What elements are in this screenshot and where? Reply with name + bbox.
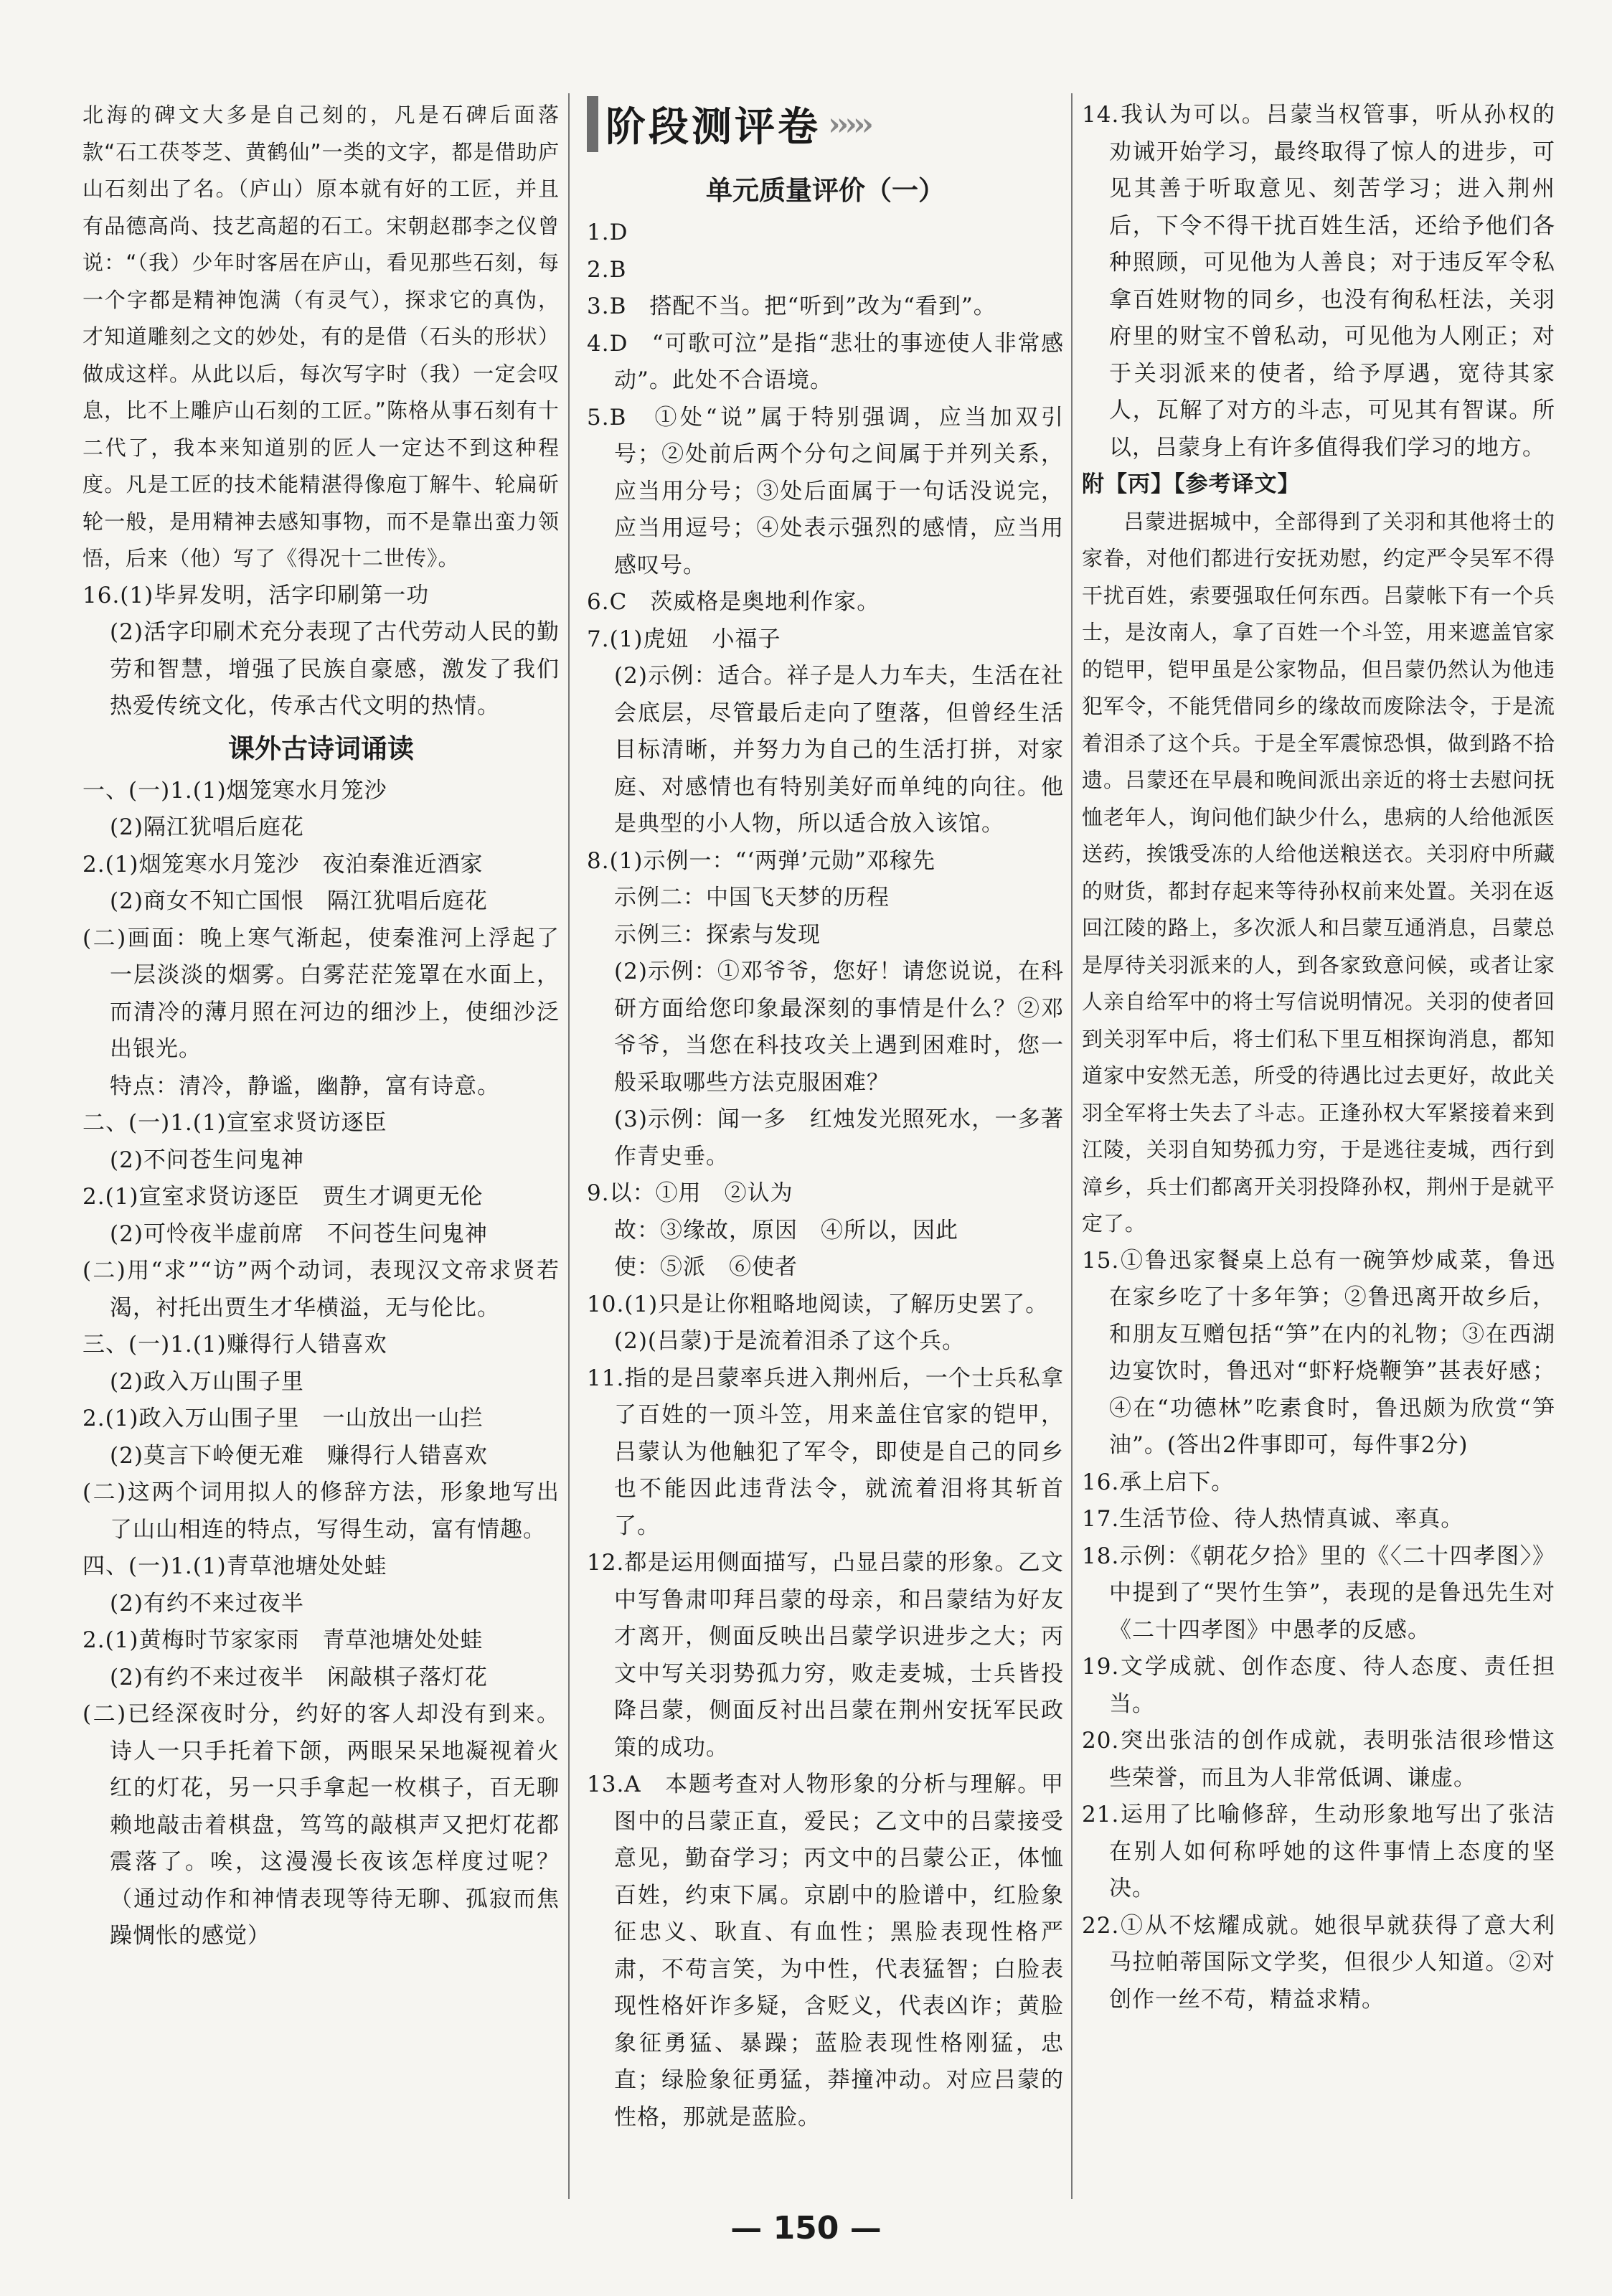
answer-line: 16.承上启下。 <box>1082 1469 1235 1495</box>
translation-continued: 北海的碑文大多是自己刻的，凡是石碑后面落款“石工茯苓芝、黄鹤仙”一类的文字，都是借助庐山石刻出了名。（庐山）原本就有好的工匠，并且有品德高尚、技艺高超的石工。宋朝赵郡李之仪曾说：“（我）少年时客居在庐山，看见那些石刻，每一个字都是精神饱满（有灵气），探求它的真伪，才知道雕刻之文的妙处，有的是借（石头的形状）做成这样。从此以后，每次写字时（我）一定会叹息，比不上雕庐山石刻的工匠。”陈格从事石刻有十二代了，我本来知道别的匠人一定达不到这种程度。凡是工匠的技术能精湛得像庖丁解牛、轮扁斫轮一般，是用精神去感知事物，而不是靠出蛮力领悟，后来（他）写了《得况十二世传》。 <box>83 103 560 570</box>
answer-line: 2.(1)政入万山围子里 一山放出一山拦 <box>83 1406 484 1431</box>
answer-line: (二)这两个词用拟人的修辞方法，形象地写出了山山相连的特点，写得生动，富有情趣。 <box>83 1479 560 1543</box>
answer-line: 12.都是运用侧面描写，凸显吕蒙的形象。乙文中写鲁肃叩拜吕蒙的母亲，和吕蒙结为好友才离开，侧面反映出吕蒙学识进步之大；丙文中写关羽势孤力穷，败走麦城，士兵皆投降吕蒙，侧面反衬出吕蒙在荆州安抚军民政策的成功。 <box>587 1550 1064 1761</box>
later-answers <box>1082 1243 1555 2019</box>
column-right <box>1082 97 1555 2018</box>
column-left <box>83 97 560 1955</box>
answer-line: 20.突出张洁的创作成就，表明张洁很珍惜这些荣誉，而且为人非常低调、谦虚。 <box>1082 1728 1555 1791</box>
section-heading-poetry: 课外古诗词诵读 <box>228 733 414 764</box>
answer-16-2: (2)活字印刷术充分表现了古代劳动人民的勤劳和智慧，增强了民族自豪感，激发了我们热爱传统文化，传承古代文明的热情。 <box>110 619 560 719</box>
answer-line: 10.(1)只是让你粗略地阅读，了解历史罢了。 <box>587 1291 1049 1317</box>
answer-line: 2.B <box>587 256 627 283</box>
answer-line: (二)画面：晚上寒气渐起，使秦淮河上浮起了一层淡淡的烟雾。白雾茫茫笼罩在水面上，而清冷的薄月照在河边的细沙上，使细沙泛出银光。 <box>83 925 560 1062</box>
answer-line: (二)已经深夜时分，约好的客人却没有到来。诗人一只手托着下颌，两眼呆呆地凝视着火红的灯花，另一只手拿起一枚棋子，百无聊赖地敲击着棋盘，笃笃的敲棋声又把灯花都震落了。唉，这漫漫长夜该怎样度过呢？（通过动作和神情表现等待无聊、孤寂而焦躁惆怅的感觉） <box>83 1701 560 1949</box>
answer-line: 5.B ①处“说”属于特别强调，应当加双引号；②处前后两个分句之间属于并列关系，应当用分号；③处后面属于一句话没说完，应当用逗号；④处表示强烈的感情，应当用感叹号。 <box>587 404 1064 578</box>
answer-line: 4.D “可歌可泣”是指“悲壮的事迹使人非常感动”。此处不合语境。 <box>587 330 1064 393</box>
poetry-answers <box>83 773 560 1955</box>
answer-line: (2)隔江犹唱后庭花 <box>110 814 304 840</box>
answer-line: (2)政入万山围子里 <box>110 1368 304 1395</box>
answer-16-1: 16.(1)毕昇发明，活字印刷第一功 <box>83 582 430 608</box>
column-divider-1 <box>568 93 570 2199</box>
answer-line: (2)有约不来过夜半 闲敲棋子落灯花 <box>110 1664 488 1690</box>
section-banner <box>587 91 1064 157</box>
answer-line: 故：③缘故，原因 ④所以，因此 <box>614 1217 958 1243</box>
answer-line: 一、(一)1.(1)烟笼寒水月笼沙 <box>83 777 387 804</box>
answer-line: 特点：清冷，静谧，幽静，富有诗意。 <box>110 1073 500 1099</box>
answer-line: (2)示例：①邓爷爷，您好！请您说说，在科研方面给您印象最深刻的事情是什么？②邓爷爷，当您在科技攻关上遇到困难时，您一般采取哪些方法克服困难？ <box>614 959 1064 1096</box>
answer-line: 三、(一)1.(1)赚得行人错喜欢 <box>83 1332 387 1358</box>
answer-line: (2)有约不来过夜半 <box>110 1590 304 1617</box>
unit-answers <box>587 215 1064 2136</box>
banner-bar <box>587 96 598 152</box>
answer-line: 7.(1)虎妞 小福子 <box>587 626 781 652</box>
page-number: — 150 — <box>730 2210 882 2246</box>
answer-line: (2)可怜夜半虚前席 不问苍生问鬼神 <box>110 1220 488 1247</box>
answer-line: 示例二：中国飞天梦的历程 <box>614 885 890 911</box>
answer-line: 2.(1)烟笼寒水月笼沙 夜泊秦淮近酒家 <box>83 851 484 878</box>
answer-line: 2.(1)宣室求贤访逐臣 贾生才调更无伦 <box>83 1184 484 1210</box>
answer-line: 二、(一)1.(1)宣室求贤访逐臣 <box>83 1110 387 1136</box>
answer-line: 19.文学成就、创作态度、待人态度、责任担当。 <box>1082 1654 1555 1717</box>
attached-translation-label: 附【丙】【参考译文】 <box>1082 471 1301 497</box>
answer-line: 四、(一)1.(1)青草池塘处处蛙 <box>83 1553 387 1579</box>
answer-line: 3.B 搭配不当。把“听到”改为“看到”。 <box>587 293 996 319</box>
answer-line: 示例三：探索与发现 <box>614 921 821 948</box>
banner-title: 阶段测评卷 <box>605 104 821 151</box>
answer-line: 13.A 本题考查对人物形象的分析与理解。甲图中的吕蒙正直，爱民；乙文中的吕蒙接受意见，勤奋学习；丙文中的吕蒙公正，体恤百姓，约束下属。京剧中的脸谱中，红脸象征忠义、耿直、有血性；黑脸表现性格严肃，不苟言笑，为中性，代表猛智；白脸表现性格奸诈多疑，含贬义，代表凶诈；黄脸象征勇猛、暴躁；蓝脸表现性格刚猛，忠直；绿脸象征勇猛，莽撞冲动。对应吕蒙的性格，那就是蓝脸。 <box>587 1772 1064 2130</box>
answer-line: 22.①从不炫耀成就。她很早就获得了意大利马拉帕蒂国际文学奖，但很少人知道。②对创作一丝不苟，精益求精。 <box>1082 1912 1555 2013</box>
answer-line: (2)不问苍生问鬼神 <box>110 1147 304 1173</box>
answer-line: 21.运用了比喻修辞，生动形象地写出了张洁在别人如何称呼她的这件事情上态度的坚决。 <box>1082 1802 1555 1901</box>
answer-line: (2)商女不知亡国恨 隔江犹唱后庭花 <box>110 888 488 914</box>
answer-line: 6.C 茨威格是奥地利作家。 <box>587 589 880 615</box>
answer-line: (2)示例：适合。祥子是人力车夫，生活在社会底层，尽管最后走向了堕落，但曾经生活目标清晰，并努力为自己的生活打拼，对家庭、对感情也有特别美好而单纯的向往。他是典型的小人物，所以适合放入该馆。 <box>614 663 1064 837</box>
answer-line: 8.(1)示例一：“‘两弹’元勋”邓稼先 <box>587 847 935 874</box>
answer-line: 9.以：①用 ②认为 <box>587 1180 793 1206</box>
answer-line: (二)用“求”“访”两个动词，表现汉文帝求贤若渴，衬托出贾生才华横溢，无与伦比。 <box>83 1258 560 1321</box>
answer-line: (2)(吕蒙)于是流着泪杀了这个兵。 <box>614 1328 966 1354</box>
answer-line: 1.D <box>587 220 628 245</box>
answer-14: 14.我认为可以。吕蒙当权管事，听从孙权的劝诫开始学习，最终取得了惊人的进步，可见其善于听取意见、刻苦学习；进入荆州后，下令不得干扰百姓生活，还给予他们各种照顾，可见他为人善良；对于违反军令私拿百姓财物的同乡，也没有徇私枉法，关羽府里的财宝不曾私动，可见他为人刚正；对于关羽派来的使者，给予厚遇，宽待其家人，瓦解了对方的斗志，可见其有智谋。所以，吕蒙身上有许多值得我们学习的地方。 <box>1082 102 1555 461</box>
chevrons-icon: ››››› <box>828 105 869 143</box>
answer-line: 15.①鲁迅家餐桌上总有一碗笋炒咸菜，鲁迅在家乡吃了十多年笋；②鲁迅离开故乡后，和朋友互赠包括“笋”在内的礼物；③在西湖边宴饮时，鲁迅对“虾籽烧鞭笋”甚表好感；④在“功德林”吃素食时，鲁迅颇为欣赏“笋油”。(答出2件事即可，每件事2分) <box>1082 1247 1555 1458</box>
answer-line: (2)莫言下岭便无难 赚得行人错喜欢 <box>110 1442 488 1469</box>
reference-translation: 吕蒙进据城中，全部得到了关羽和其他将士的家眷，对他们都进行安抚劝慰，约定严令吴军不得干扰百姓，索要强取任何东西。吕蒙帐下有一个兵士，是汝南人，拿了百姓一个斗笠，用来遮盖官家的铠甲，铠甲虽是公家物品，但吕蒙仍然认为他违犯军令，不能凭借同乡的缘故而废除法令，于是流着泪杀了这个兵。于是全军震惊恐惧，做到路不拾遗。吕蒙还在早晨和晚间派出亲近的将士去慰问抚恤老年人，询问他们缺少什么，患病的人给他派医送药，挨饿受冻的人给他送粮送衣。关羽府中所藏的财货，都封存起来等待孙权前来处置。关羽在返回江陵的路上，多次派人和吕蒙互通消息，吕蒙总是厚待关羽派来的人，到各家致意问候，或者让家人亲自给军中的将士写信说明情况。关羽的使者回到关羽军中后，将士们私下里互相探询消息，都知道家中安然无恙，所受的待遇比过去更好，故此关羽全军将士失去了斗志。正逢孙权大军紧接着来到江陵，关羽自知势孤力穷，于是逃往麦城，西行到漳乡，兵士们都离开关羽投降孙权，荆州于是就平定了。 <box>1082 509 1556 1236</box>
answer-line: 2.(1)黄梅时节家家雨 青草池塘处处蛙 <box>83 1627 484 1653</box>
answer-line: 17.生活节俭、待人热情真诚、率真。 <box>1082 1506 1464 1532</box>
answer-line: 11.指的是吕蒙率兵进入荆州后，一个士兵私拿了百姓的一顶斗笠，用来盖住官家的铠甲，吕蒙认为他触犯了军令，即使是自己的同乡也不能因此违背法令，就流着泪将其斩首了。 <box>587 1365 1064 1539</box>
answer-line: 18.示例：《朝花夕拾》里的《〈二十四孝图〉》中提到了“哭竹生笋”，表现的是鲁迅先生对《二十四孝图》中愚孝的反感。 <box>1082 1543 1555 1643</box>
column-divider-2 <box>1071 93 1073 2199</box>
column-middle <box>587 97 1064 2136</box>
answer-line: 使：⑤派 ⑥使者 <box>614 1254 798 1280</box>
unit-heading: 单元质量评价（一） <box>706 175 945 206</box>
answer-line: (3)示例：闻一多 红烛发光照死水，一多著作青史垂。 <box>614 1106 1064 1170</box>
